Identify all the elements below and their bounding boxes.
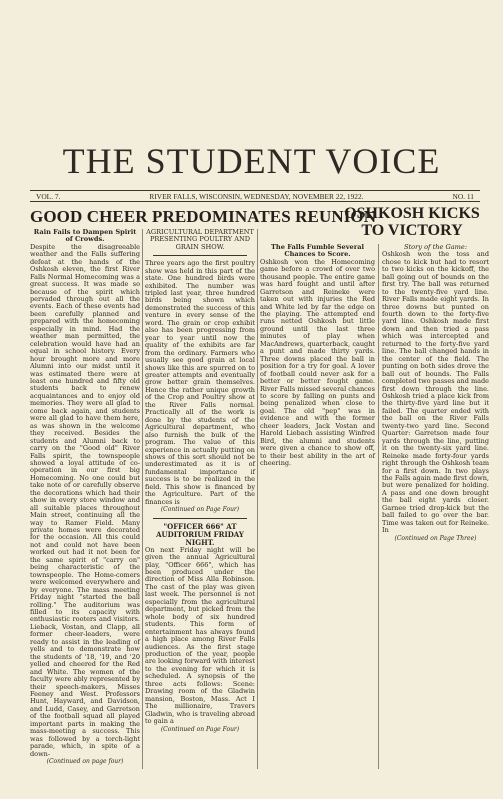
article-subhead-officer: "OFFICER 666" AT AUDITORIUM FRIDAY NIGHT. bbox=[156, 521, 244, 547]
column-rule bbox=[257, 229, 258, 769]
volume-label: VOL. 7. bbox=[36, 192, 61, 201]
article-subhead: The Falls Fumble Several Chances to Score. bbox=[271, 243, 364, 259]
article-body: Three years ago the first poultry show was held in this part of the state. One hundred birds were exhibited. The number was tripled last year, three hundred birds being shown which demonstrated the success of this venture in every sense of the word. The grain or crop exhibit also has been progressing from year to year until now the quality of the exhibits are far from the ordinary. Farmers who usually see good grain at local shows like this are spurred on to greater attempts and eventually grow better grain themselves. Hence the rather unique growth of the Crop and Poultry show at the River Falls normal. Practically all of the work is done by the students of the Agricultural department, who also furnish the bulk of the program. The value of this experience in actually putting on shows of this sort should not be underestimated as it is of fundamental importance if success is to be realized in the field. This show is financed by the Agriculture. Part of the finances is bbox=[145, 259, 255, 506]
dateline bbox=[30, 190, 480, 202]
continued-note: (Continued on Page Four) bbox=[160, 725, 240, 733]
article-subhead: Rain Fails to Dampen Spirit of Crowds. bbox=[33, 228, 137, 244]
article-story-of-game bbox=[382, 244, 489, 542]
continued-note: (Continued on Page Four) bbox=[160, 506, 240, 514]
article-subhead: AGRICULTURAL DEPARTMENT PRESENTING POULTRY AND GRAIN SHOW. bbox=[146, 228, 254, 251]
column-rule bbox=[378, 244, 379, 769]
place-date: RIVER FALLS, WISCONSIN, WEDNESDAY, NOVEMBER 22, 1922. bbox=[149, 192, 364, 201]
article-oshkosh bbox=[260, 244, 375, 468]
article-body: Oshkosh won the Homecoming game before a crowd of over two thousand people. The entire game was hard fought and until after Garretson and Reineke were taken out with injuries the Red and White led by far the edge on the playing. The attempted end runs netted Oshkosh but little ground until the last three minutes of play when MacAndrews, quarterback, caught a punt and made thirty yards. Three downs placed the ball in position for a try for goal. A lover of football could never ask for a better or better fought game. River Falls missed several chances to score by falling on punts and being penalized when close to goal. The old "pep" was in evidence and with the former cheer leaders, Jack Vostan and Harold Liebach assisting Winfred Bird, the alumni and students were given a chance to show off, to their best ability in the art of cheering. bbox=[260, 257, 375, 468]
article-subhead: Story of the Game: bbox=[403, 243, 468, 251]
masthead: THE STUDENT VOICE bbox=[62, 141, 441, 181]
divider bbox=[153, 518, 247, 519]
column-rule bbox=[142, 229, 143, 769]
continued-note: (Continued on Page Three) bbox=[394, 534, 477, 542]
issue-number: NO. 11 bbox=[452, 192, 474, 201]
main-headline: GOOD CHEER PREDOMINATES REUNION bbox=[30, 207, 377, 226]
article-reunion bbox=[30, 229, 140, 766]
article-body: On next Friday night will be given the annual Agricultural play, "Officer 666", which has been produced under the direction of Miss Alla Robinson. The cast of the play was given last week. The personnel is not especially from the agricultural department, but picked from the whole body of six hundred students. This form of entertainment has always found a high place among River Falls audiences. As the first stage production of the year, people are looking forward with interest to the evening for which it is scheduled. A synopsis of the three acts follows: Scene: Drawing room of the Gladwin mansion, Boston, Mass. Act I The millionaire, Travers Gladwin, who is traveling abroad to gain a bbox=[145, 545, 255, 726]
article-body: Despite the disagreeable weather and the Falls suffering defeat at the hands of the Oshkosh eleven, the first River Falls Normal Homecoming was a great success. It was made so because of the spirit which pervaded through out all the events. Each of these events had been carefully planned and prepared with the homecoming especially in mind. Had the weather man permitted, the celebration would have had an equal in school history. Every hour brought more and more Alumni into our midst until it was estimated there were at least one hundred and fifty old students back to renew acquaintances and to enjoy old memories. They were all glad to come back again, and students were all glad to have them here, as was shown in the welcome they received. Besides the students and Alumni back to carry on the "Good old" River Falls spirit, the townspeople showed a loyal attitude of co-operation in our first big Homecoming. No one could but take note of or carefully observe the decorations which had their show in every store window and all suitable places throughout Main street, continuing all the way to Ramer Field. Many private homes were decorated for the occasion. All this could not and could not have been worked out had it not been for the same spirit of "carry on" being characteristic of the townspeople. The Home-comers were welcomed everywhere and by everyone. The mass meeting Friday night "started the ball rolling." The auditorium was filled to its capacity with enthusiastic rooters and visitors. Lieback, Vostan, and Clapp, all former cheer-leaders, were ready to assist in the leading of yells and to demonstrate how the students of '18, '19, and '20 yelled and cheered for the Red and White. The women of the faculty were ably represented by their speech-makers, Misses Feeney and West. Professors Hunt, Hayward, and Davidson, and Ludd, Casey, and Garretson of the football squad all played important parts in making the mass-meeting a success. This was followed by a torch-light parade, which, in spite of a down- bbox=[30, 242, 140, 758]
divider bbox=[153, 255, 247, 256]
article-poultry-show bbox=[145, 229, 255, 733]
right-headline: OSHKOSH KICKS TO VICTORY bbox=[344, 205, 480, 239]
article-body: Oshkosh won the toss and chose to kick but had to resort to two kicks on the kickoff, the ball going out of bounds on the first try. The ball was returned to the twenty-five yard line. River Falls made eight yards. In three downs but punted on fourth down to the forty-five yard line. Oshkosh made first down and then tried a pass which was intercepted and returned to the forty-five yard line. The ball changed hands in the center of the field. The punting on both sides drove the ball out of bounds. The Falls completed two passes and made first down through the line. Oshkosh tried a place kick from the thirty-five yard line but it failed. The quarter ended with the ball on the River Falls twenty-two yard line. Second Quarter: Garretson made four yards through the line, putting it on the twenty-six yard line. Reineke made forty-four yards right through the Oshkosh team for a first down. In two plays the Falls again made first down, but were penalized for holding. A pass and one down brought the ball eight yards closer. Garnee tried drop-kick but the ball failed to go over the bar. Time was taken out for Reineke. In bbox=[382, 250, 489, 535]
continued-note: (Continued on page four) bbox=[46, 758, 124, 766]
